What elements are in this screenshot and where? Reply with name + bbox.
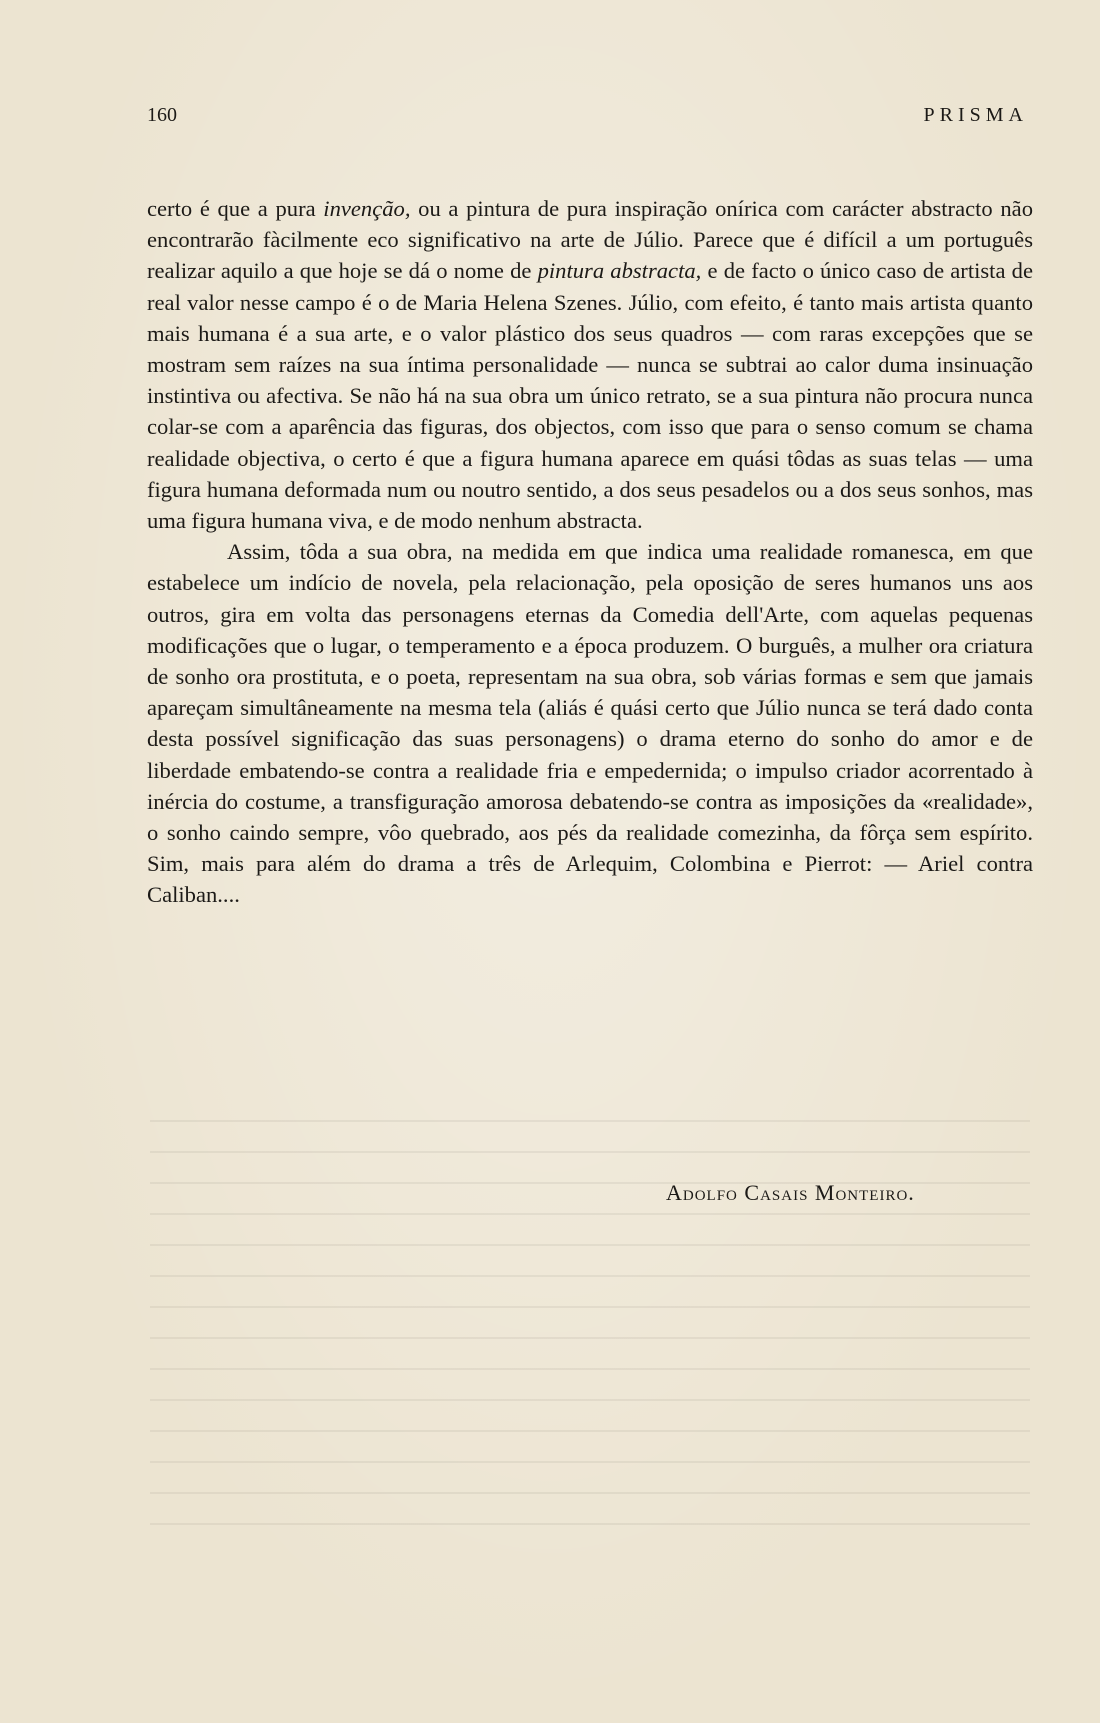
paragraph-2: Assim, tôda a sua obra, na medida em que indica uma realidade romanesca, em que estabelece um indício de novela, pela relacionação, pela oposição de seres humanos uns aos outros, gira em volta das personagens eternas da Comedia dell'Arte, com aquelas pequenas modificações que o lugar, o temperamento e a época produzem. O burguês, a mulher ora criatura de sonho ora prostituta, e o poeta, representam na sua obra, sob várias formas e sem que jamais apareçam simultâneamente na mesma tela (aliás é quási certo que Júlio nunca se terá dado conta desta possível significação das suas personagens) o drama eterno do sonho do amor e de liberdade embatendo-se contra a realidade fria e empedernida; o impulso criador acorrentado à inércia do costume, a transfiguração amorosa debatendo-se contra as imposições da «realidade», o sonho caindo sempre, vôo quebrado, aos pés da realidade comezinha, da fôrça sem espírito. Sim, mais para além do drama a três de Arlequim, Colombina e Pierrot: — Ariel contra Caliban.... <box>147 539 1033 908</box>
page-number: 160 <box>147 104 177 126</box>
page-header <box>147 104 1028 134</box>
paragraph-1 <box>147 193 1033 536</box>
running-head: PRISMA <box>923 104 1028 126</box>
paragraph-1-text-b: ou a pintura de pura inspiração onírica com carácter abstracto não encontrarão fàcilmente eco significativo na arte de Júlio. Parece que é difícil a um português realizar aquilo a que hoje se dá o nome de <box>147 196 1033 284</box>
paragraph-1-italic-invencao: invenção, <box>323 196 411 221</box>
author-signature: Adolfo Casais Monteiro. <box>666 1180 915 1205</box>
paragraph-1-text-a: certo é que a pura <box>147 196 324 221</box>
paragraph-1-italic-pintura-abstracta: pintura abstracta, <box>537 258 702 284</box>
article-body <box>147 193 1033 911</box>
paragraph-1-text-c: e de facto o único caso de artista de real valor nesse campo é o de Maria Helena Szenes. Júlio, com efeito, é tanto mais artista quanto mais humana é a sua arte, e o valor plástico dos seus quadros — com raras excepções que se mostram sem raízes na sua íntima personalidade — nunca se subtrai ao calor duma insinuação instintiva ou afectiva. Se não há na sua obra um único retrato, se a sua pintura não procura nunca colar-se com a aparência das figuras, dos objectos, com isso que para o senso comum se chama realidade objectiva, o certo é que a figura humana aparece em quási tôdas as suas telas — uma figura humana deformada num ou noutro sentido, a dos seus pesadelos ou a dos seus sonhos, mas uma figura humana viva, e de modo nenhum abstracta. <box>147 258 1034 534</box>
